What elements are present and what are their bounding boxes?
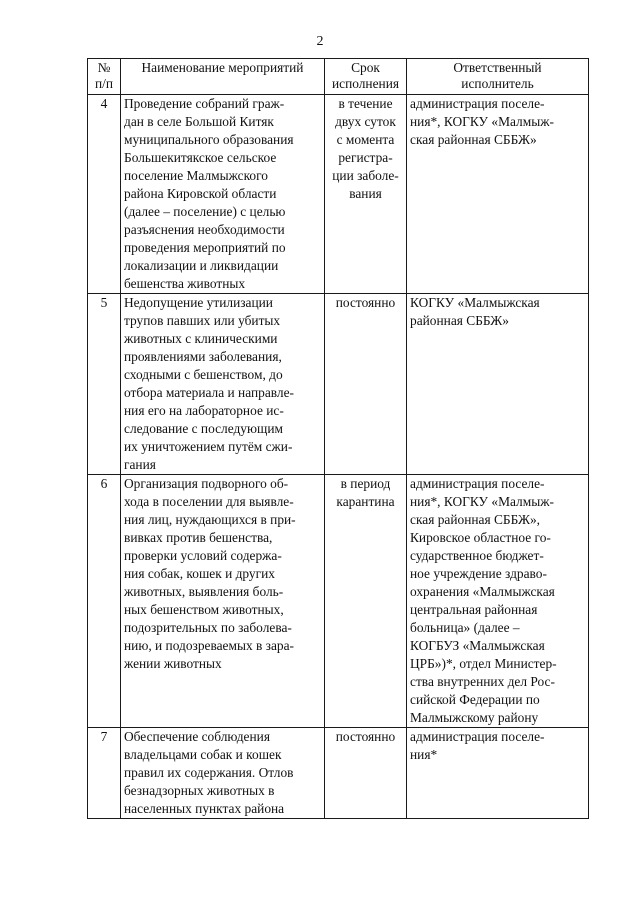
measure-name-line: ния его на лабораторное ис- xyxy=(124,403,284,418)
responsible-line: охранения «Малмыжская xyxy=(410,584,555,599)
header-line: Ответственный xyxy=(453,60,542,75)
measure-name-line: правил их содержания. Отлов xyxy=(124,765,294,780)
measure-name-line: вивках против бешенства, xyxy=(124,530,273,545)
measure-name-cell xyxy=(121,728,325,819)
measure-name-line: разъяснения необходимости xyxy=(124,222,285,237)
measure-name-line: следование с последующим xyxy=(124,421,283,436)
measure-name-line: поселение Малмыжского xyxy=(124,168,268,183)
term-cell xyxy=(325,728,407,819)
responsible-line: ное учреждение здраво- xyxy=(410,566,547,581)
header-measure-name xyxy=(121,59,325,95)
measure-name-line: локализации и ликвидации xyxy=(124,258,279,273)
term-cell xyxy=(325,95,407,294)
responsible-cell xyxy=(407,475,589,728)
measure-name-line: животных, выявления боль- xyxy=(124,584,284,599)
table-row xyxy=(88,728,589,819)
measure-name-cell xyxy=(121,294,325,475)
responsible-line: ния*, КОГКУ «Малмыж- xyxy=(410,114,554,129)
header-line: № xyxy=(97,60,111,75)
measure-name-line: жении животных xyxy=(124,656,222,671)
header-term xyxy=(325,59,407,95)
measures-table xyxy=(87,58,589,819)
responsible-cell xyxy=(407,294,589,475)
measure-name-line: проявлениями заболевания, xyxy=(124,349,282,364)
responsible-line: Кировское областное го- xyxy=(410,530,551,545)
measure-name-line: Недопущение утилизации xyxy=(124,295,273,310)
responsible-line: ния*, КОГКУ «Малмыж- xyxy=(410,494,554,509)
measure-name-line: Проведение собраний граж- xyxy=(124,96,285,111)
responsible-line: ства внутренних дел Рос- xyxy=(410,674,555,689)
responsible-cell xyxy=(407,728,589,819)
term-line: вания xyxy=(349,186,382,201)
page-number: 2 xyxy=(316,34,324,49)
responsible-line: администрация поселе- xyxy=(410,476,545,491)
responsible-line: ния* xyxy=(410,747,438,762)
measure-name-line: ных бешенством животных, xyxy=(124,602,284,617)
responsible-line: ская районная СББЖ», xyxy=(410,512,540,527)
header-line: Наименование мероприятий xyxy=(141,60,304,75)
term-line: в период xyxy=(340,476,391,491)
measure-name-line: (далее – поселение) с целью xyxy=(124,204,286,219)
measure-name-line: Обеспечение соблюдения xyxy=(124,729,270,744)
responsible-line: ская районная СББЖ» xyxy=(410,132,537,147)
measure-name-line: отбора материала и направле- xyxy=(124,385,295,400)
responsible-cell xyxy=(407,95,589,294)
measure-name-line: гания xyxy=(124,457,156,472)
term-line: регистра- xyxy=(338,150,393,165)
measure-name-line: животных с клиническими xyxy=(124,331,278,346)
header-number xyxy=(88,59,121,95)
measure-name-line: сходными с бешенством, до xyxy=(124,367,283,382)
measure-name-line: Организация подворного об- xyxy=(124,476,289,491)
measure-name-line: нию, и подозреваемых в зара- xyxy=(124,638,295,653)
measure-name-line: ния собак, кошек и других xyxy=(124,566,275,581)
responsible-line: центральная районная xyxy=(410,602,538,617)
measure-name-line: хода в поселении для выявле- xyxy=(124,494,294,509)
header-line: исполнения xyxy=(331,76,400,91)
measure-name-line: ния лиц, нуждающихся в при- xyxy=(124,512,296,527)
row-number: 7 xyxy=(88,728,121,819)
header-responsible xyxy=(407,59,589,95)
table-row xyxy=(88,95,589,294)
header-line: п/п xyxy=(94,76,114,91)
measure-name-cell xyxy=(121,475,325,728)
row-number: 6 xyxy=(88,475,121,728)
header-line: Срок xyxy=(351,60,380,75)
measure-name-line: проверки условий содержа- xyxy=(124,548,282,563)
measure-name-cell xyxy=(121,95,325,294)
measure-name-line: Большекитякское сельское xyxy=(124,150,277,165)
term-cell xyxy=(325,294,407,475)
responsible-line: КОГКУ «Малмыжская xyxy=(410,295,540,310)
measure-name-line: безнадзорных животных в xyxy=(124,783,275,798)
responsible-line: больница» (далее – xyxy=(410,620,520,635)
responsible-line: районная СББЖ» xyxy=(410,313,509,328)
row-number: 4 xyxy=(88,95,121,294)
measure-name-line: бешенства животных xyxy=(124,276,246,291)
responsible-line: администрация поселе- xyxy=(410,729,545,744)
header-line: исполнитель xyxy=(461,76,534,91)
measure-name-line: района Кировской области xyxy=(124,186,277,201)
measure-name-line: трупов павших или убитых xyxy=(124,313,281,328)
responsible-line: Малмыжскому району xyxy=(410,710,539,725)
measure-name-line: населенных пунктах района xyxy=(124,801,285,816)
responsible-line: КОГБУЗ «Малмыжская xyxy=(410,638,545,653)
measure-name-line: их уничтожением путём сжи- xyxy=(124,439,293,454)
term-line: с момента xyxy=(336,132,395,147)
table-row xyxy=(88,475,589,728)
term-line: постоянно xyxy=(335,729,396,744)
measure-name-line: проведения мероприятий по xyxy=(124,240,286,255)
term-line: двух суток xyxy=(335,114,396,129)
row-number: 5 xyxy=(88,294,121,475)
measure-name-line: дан в селе Большой Китяк xyxy=(124,114,274,129)
term-cell xyxy=(325,475,407,728)
responsible-line: ЦРБ»)*, отдел Министер- xyxy=(410,656,557,671)
term-line: карантина xyxy=(336,494,395,509)
term-line: ции заболе- xyxy=(332,168,399,183)
measure-name-line: муниципального образования xyxy=(124,132,294,147)
table-header-row xyxy=(88,59,589,95)
table-row xyxy=(88,294,589,475)
measure-name-line: владельцами собак и кошек xyxy=(124,747,282,762)
term-line: в течение xyxy=(338,96,393,111)
responsible-line: администрация поселе- xyxy=(410,96,545,111)
term-line: постоянно xyxy=(335,295,396,310)
responsible-line: сударственное бюджет- xyxy=(410,548,544,563)
responsible-line: сийской Федерации по xyxy=(410,692,540,707)
measure-name-line: подозрительных по заболева- xyxy=(124,620,292,635)
